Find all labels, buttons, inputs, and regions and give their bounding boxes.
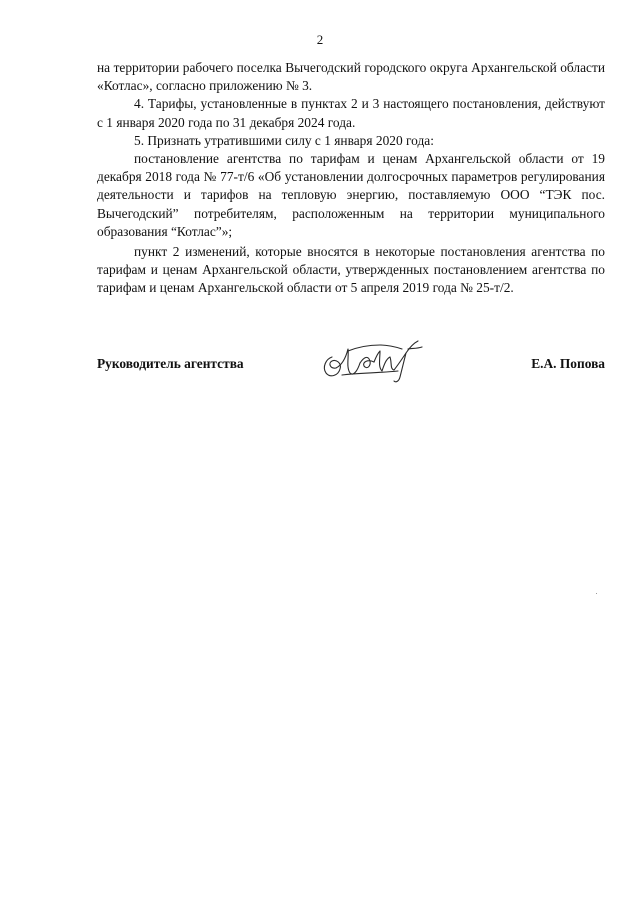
signatory-title: Руководитель агентства bbox=[97, 356, 244, 371]
paragraph-item-4: 4. Тарифы, установленные в пунктах 2 и 3 настоящего постановления, действуют с 1 января 2020 года по 31 декабря 2024 года. bbox=[97, 96, 605, 130]
scan-speck bbox=[596, 593, 597, 594]
page-number: 2 bbox=[316, 32, 324, 47]
document-body bbox=[97, 59, 605, 298]
paragraph-continuation: на территории рабочего поселка Вычегодский городского округа Архангельской области «Котлас», согласно приложению № 3. bbox=[97, 60, 605, 94]
handwritten-signature bbox=[318, 335, 430, 385]
paragraph-repealed-resolution: постановление агентства по тарифам и ценам Архангельской области от 19 декабря 2018 года № 77-т/6 «Об установлении долгосрочных параметров регулирования деятельности и тарифов на тепловую энергию, поставляемую ООО “ТЭК пос. Вычегодский” потребителям, расположенным на территории муниципального образования “Котлас”»; bbox=[97, 151, 605, 239]
paragraph-repealed-clause: пункт 2 изменений, которые вносятся в некоторые постановления агентства по тарифам и ценам Архангельской области, утвержденных постановлением агентства по тарифам и ценам Архангельской области от 5 апреля 2019 года № 25-т/2. bbox=[97, 244, 605, 296]
paragraph-item-5: 5. Признать утратившими силу с 1 января 2020 года: bbox=[134, 132, 434, 148]
signatory-name: Е.А. Попова bbox=[531, 356, 605, 371]
